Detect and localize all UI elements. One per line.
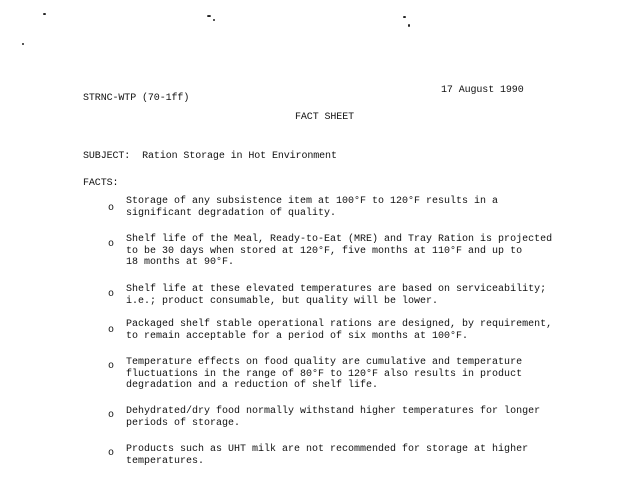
scan-speck [207,15,211,17]
scan-speck [408,24,410,27]
fact-line: i.e.; product consumable, but quality will be lower. [126,295,439,307]
scan-speck [213,19,215,21]
fact-line: Packaged shelf stable operational rations are designed, by requirement, [126,319,553,330]
fact-item [126,444,528,467]
subject-line [83,151,337,163]
fact-line: fluctuations in the range of 80°F to 120°F also results in product [126,368,523,380]
fact-line: periods of storage. [126,417,241,429]
fact-line: significant degradation of quality. [126,207,337,219]
facts-label: FACTS: [83,178,119,189]
fact-line: degradation and a reduction of shelf life. [126,380,379,391]
subject-label: SUBJECT: [83,151,131,162]
fact-line: temperatures. [126,455,205,467]
fact-line: to be 30 days when stored at 120°F, five months at 110°F and up to [126,245,523,257]
document-title: FACT SHEET [295,112,355,123]
fact-line: to remain acceptable for a period of six months at 100°F. [126,330,469,342]
scan-speck [43,13,46,15]
fact-line: Storage of any subsistence item at 100°F to 120°F results in a [126,196,499,207]
fact-line: Shelf life of the Meal, Ready-to-Eat (MRE) and Tray Ration is projected [126,234,553,245]
fact-item [126,196,498,219]
fact-item [126,284,546,307]
fact-item [126,406,540,429]
scan-speck [22,43,24,45]
fact-bullet: o [108,361,115,372]
fact-item [126,319,552,342]
fact-bullet: o [108,239,115,250]
fact-item [126,357,522,392]
fact-bullet: o [108,325,115,336]
scan-speck [403,16,406,18]
document-date: 17 August 1990 [441,85,524,96]
fact-line: Shelf life at these elevated temperatures are based on serviceability; [126,284,547,295]
fact-bullet: o [108,289,115,300]
fact-item [126,234,552,269]
fact-bullet: o [108,448,115,459]
fact-line: Temperature effects on food quality are cumulative and temperature [126,357,523,368]
subject-text: Ration Storage in Hot Environment [142,151,337,162]
fact-bullet: o [108,203,115,214]
fact-bullet: o [108,410,115,421]
fact-line: Dehydrated/dry food normally withstand higher temperatures for longer [126,406,541,417]
fact-line: 18 months at 90°F. [126,257,235,268]
document-code: STRNC-WTP (70-1ff) [83,93,190,104]
fact-line: Products such as UHT milk are not recommended for storage at higher [126,444,529,455]
